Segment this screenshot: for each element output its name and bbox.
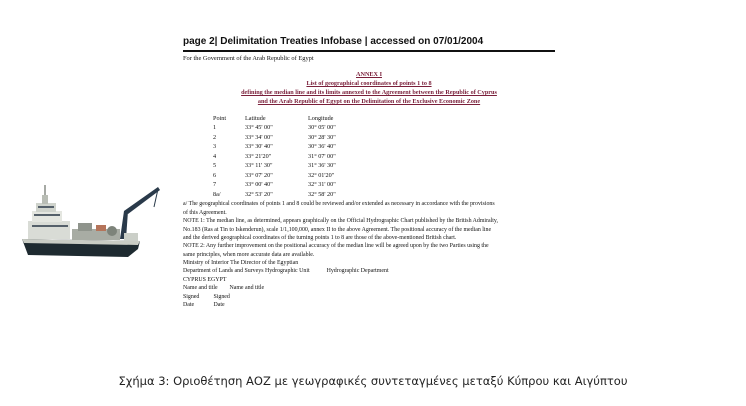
table-header-row (213, 114, 336, 124)
cell-point: 1 (213, 124, 217, 132)
header-latitude: Latitude (245, 114, 266, 122)
department-right: Hydrographic Department (326, 268, 389, 275)
header-longitude: Longitude (308, 114, 334, 122)
cell-latitude: 33° 00' 40" (245, 181, 273, 189)
note-2: NOTE 2: Any further improvement on the positional accuracy of the median line will be agreed upon by the two Parties using the same principles, when more accurate data are available. (183, 243, 489, 258)
cell-latitude: 32° 53' 20" (245, 190, 273, 198)
cell-point: 6 (213, 171, 217, 179)
name-title-right: Name and title (229, 285, 265, 292)
cable-ship-image (20, 181, 166, 269)
signed-left: Signed (183, 293, 200, 300)
document-subheader: For the Government of the Arab Republic of Egypt (183, 55, 314, 62)
table-row (213, 142, 336, 152)
countries-line: CYPRUS EGYPT (183, 276, 227, 283)
notes-section (183, 200, 499, 309)
cell-latitude: 33° 30' 40" (245, 143, 273, 151)
cell-longitude: 32° 31' 00" (308, 181, 336, 189)
document-header: page 2| Delimitation Treaties Infobase | accessed on 07/01/2004 (183, 36, 555, 52)
ministry-line: Ministry of Interior The Director of the Egyptian (183, 260, 299, 267)
document-page (183, 36, 555, 309)
annex-title: ANNEX I (356, 71, 382, 78)
table-row (213, 152, 336, 162)
cell-longitude: 30° 05' 00" (308, 124, 336, 132)
table-row (213, 171, 336, 181)
name-title-line (183, 284, 499, 292)
coordinates-table (213, 114, 336, 200)
cell-longitude: 32° 01'20" (308, 171, 335, 179)
table-row (213, 123, 336, 133)
cell-point: 8a/ (213, 190, 221, 198)
header-point: Point (213, 114, 227, 122)
cell-latitude: 33° 07' 20" (245, 171, 273, 179)
cell-point: 2 (213, 133, 217, 141)
cell-longitude: 32° 58' 20" (308, 190, 336, 198)
cell-latitude: 33° 45' 00" (245, 124, 273, 132)
name-title-left: Name and title (183, 285, 218, 292)
annex-line-3: and the Arab Republic of Egypt on the Delimitation of the Exclusive Economic Zone (257, 97, 481, 105)
cell-point: 3 (213, 143, 217, 151)
annex-line-2: defining the median line and its limits annexed to the Agreement between the Republic of Cyprus (241, 88, 497, 96)
cell-longitude: 30° 28' 30" (308, 133, 336, 141)
note-1: NOTE 1: The median line, as determined, appears graphically on the Official Hydrographic Chart published by the British Admiralty, No.183 (Ras at Tin to Iskenderun), scale 1/1,100,000, annex II to the above Agreement. The positional accuracy of the median line and the derived geographical coordinates of the turning points 1 to 8 are those of the above-mentioned British chart. (183, 218, 498, 241)
cell-point: 5 (213, 162, 217, 170)
cell-latitude: 33° 11' 30" (245, 162, 273, 170)
department-left: Department of Lands and Surveys Hydrographic Unit (183, 268, 310, 275)
cell-longitude: 30° 36' 40" (308, 143, 336, 151)
note-a: a/ The geographical coordinates of points 1 and 8 could be reviewed and/or extended as necessary in accordance with the provisions of this Agreement. (183, 201, 495, 216)
cell-latitude: 33° 21'20" (245, 152, 272, 160)
figure-caption: Σχήμα 3: Οριοθέτηση ΑΟΖ με γεωγραφικές συντεταγμένες μεταξύ Κύπρου και Αιγύπτου (118, 374, 628, 388)
annex-heading (183, 71, 555, 107)
cell-longitude: 31° 36' 30" (308, 162, 336, 170)
table-row (213, 161, 336, 171)
date-left: Date (183, 301, 195, 308)
date-right: Date (213, 301, 225, 308)
department-line (183, 267, 499, 275)
table-row (213, 133, 336, 143)
annex-line-1: List of geographical coordinates of points 1 to 8 (306, 79, 432, 87)
table-row (213, 190, 336, 200)
cell-point: 7 (213, 181, 217, 189)
date-line (183, 301, 499, 309)
signed-right: Signed (213, 293, 230, 300)
table-row (213, 180, 336, 190)
cell-longitude: 31° 07' 00" (308, 152, 336, 160)
cell-point: 4 (213, 152, 217, 160)
cell-latitude: 33° 34' 00" (245, 133, 273, 141)
signed-line (183, 293, 499, 301)
